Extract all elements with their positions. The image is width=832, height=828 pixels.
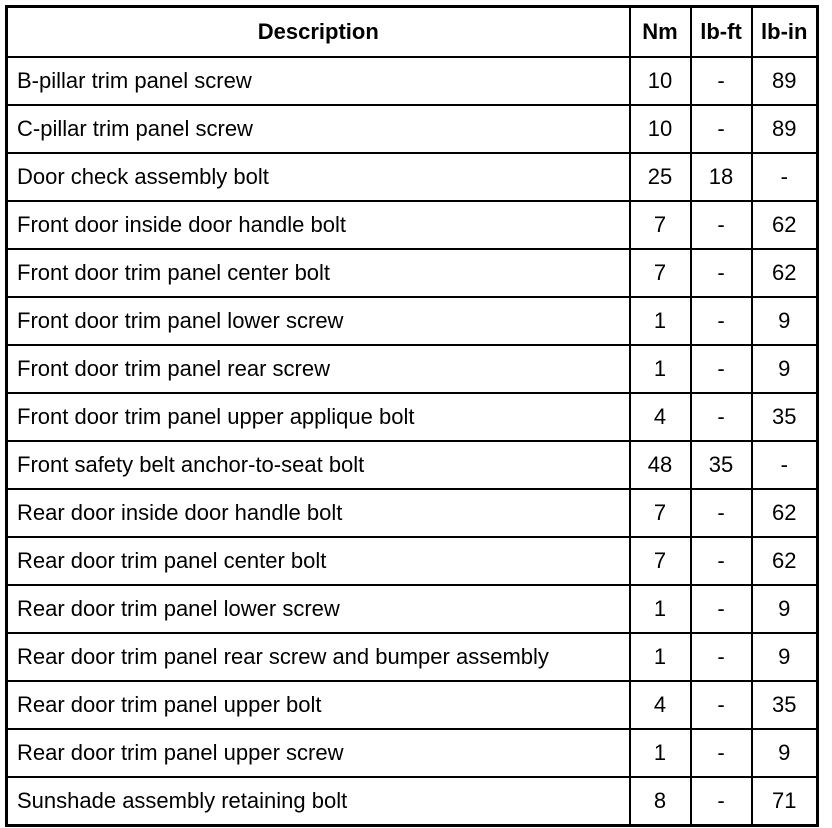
cell-lb-in: 62 <box>752 249 818 297</box>
header-row <box>7 7 818 58</box>
table-row <box>7 345 818 393</box>
cell-lb-in: 89 <box>752 57 818 105</box>
table-row <box>7 201 818 249</box>
torque-spec-table <box>5 5 819 827</box>
cell-nm: 7 <box>630 537 691 585</box>
table-row <box>7 537 818 585</box>
cell-lb-ft: - <box>691 201 752 249</box>
cell-lb-ft: 18 <box>691 153 752 201</box>
cell-description: Rear door trim panel lower screw <box>7 585 630 633</box>
cell-nm: 1 <box>630 345 691 393</box>
cell-lb-ft: - <box>691 57 752 105</box>
cell-description: Door check assembly bolt <box>7 153 630 201</box>
cell-lb-ft: - <box>691 297 752 345</box>
cell-nm: 7 <box>630 489 691 537</box>
table-row <box>7 249 818 297</box>
cell-description: C-pillar trim panel screw <box>7 105 630 153</box>
cell-lb-in: 62 <box>752 489 818 537</box>
cell-lb-ft: - <box>691 537 752 585</box>
cell-lb-ft: - <box>691 393 752 441</box>
cell-nm: 7 <box>630 249 691 297</box>
cell-description: Front safety belt anchor-to-seat bolt <box>7 441 630 489</box>
cell-lb-in: 9 <box>752 585 818 633</box>
table-body <box>7 57 818 826</box>
cell-lb-ft: 35 <box>691 441 752 489</box>
cell-lb-ft: - <box>691 249 752 297</box>
cell-nm: 4 <box>630 681 691 729</box>
cell-lb-in: 9 <box>752 729 818 777</box>
cell-nm: 10 <box>630 57 691 105</box>
table-row <box>7 681 818 729</box>
table-row <box>7 57 818 105</box>
cell-nm: 8 <box>630 777 691 826</box>
table-row <box>7 777 818 826</box>
cell-lb-in: 9 <box>752 633 818 681</box>
cell-lb-ft: - <box>691 633 752 681</box>
table-row <box>7 585 818 633</box>
cell-description: Front door trim panel rear screw <box>7 345 630 393</box>
cell-description: B-pillar trim panel screw <box>7 57 630 105</box>
cell-description: Front door trim panel center bolt <box>7 249 630 297</box>
cell-lb-in: - <box>752 153 818 201</box>
cell-nm: 25 <box>630 153 691 201</box>
cell-lb-in: - <box>752 441 818 489</box>
cell-description: Rear door trim panel upper bolt <box>7 681 630 729</box>
table-row <box>7 297 818 345</box>
cell-description: Rear door trim panel upper screw <box>7 729 630 777</box>
cell-lb-ft: - <box>691 345 752 393</box>
header-description: Description <box>7 7 630 58</box>
table-row <box>7 153 818 201</box>
cell-nm: 1 <box>630 585 691 633</box>
cell-description: Rear door inside door handle bolt <box>7 489 630 537</box>
header-nm: Nm <box>630 7 691 58</box>
cell-nm: 1 <box>630 633 691 681</box>
cell-nm: 4 <box>630 393 691 441</box>
cell-nm: 7 <box>630 201 691 249</box>
table-row <box>7 105 818 153</box>
cell-lb-in: 35 <box>752 393 818 441</box>
cell-nm: 10 <box>630 105 691 153</box>
cell-lb-ft: - <box>691 729 752 777</box>
cell-description: Front door trim panel lower screw <box>7 297 630 345</box>
cell-lb-ft: - <box>691 105 752 153</box>
header-lb-ft: lb-ft <box>691 7 752 58</box>
table-header <box>7 7 818 58</box>
cell-lb-in: 62 <box>752 537 818 585</box>
cell-lb-in: 9 <box>752 297 818 345</box>
cell-lb-in: 9 <box>752 345 818 393</box>
cell-lb-ft: - <box>691 585 752 633</box>
table-row <box>7 489 818 537</box>
cell-lb-ft: - <box>691 489 752 537</box>
header-lb-in: lb-in <box>752 7 818 58</box>
cell-description: Front door trim panel upper applique bolt <box>7 393 630 441</box>
cell-description: Rear door trim panel rear screw and bumper assembly <box>7 633 630 681</box>
table-row <box>7 441 818 489</box>
cell-description: Front door inside door handle bolt <box>7 201 630 249</box>
cell-description: Sunshade assembly retaining bolt <box>7 777 630 826</box>
cell-lb-in: 35 <box>752 681 818 729</box>
cell-lb-in: 71 <box>752 777 818 826</box>
cell-lb-in: 89 <box>752 105 818 153</box>
cell-nm: 1 <box>630 729 691 777</box>
table-row <box>7 729 818 777</box>
cell-nm: 48 <box>630 441 691 489</box>
cell-lb-in: 62 <box>752 201 818 249</box>
cell-lb-ft: - <box>691 777 752 826</box>
table-row <box>7 633 818 681</box>
table-row <box>7 393 818 441</box>
cell-description: Rear door trim panel center bolt <box>7 537 630 585</box>
cell-nm: 1 <box>630 297 691 345</box>
cell-lb-ft: - <box>691 681 752 729</box>
